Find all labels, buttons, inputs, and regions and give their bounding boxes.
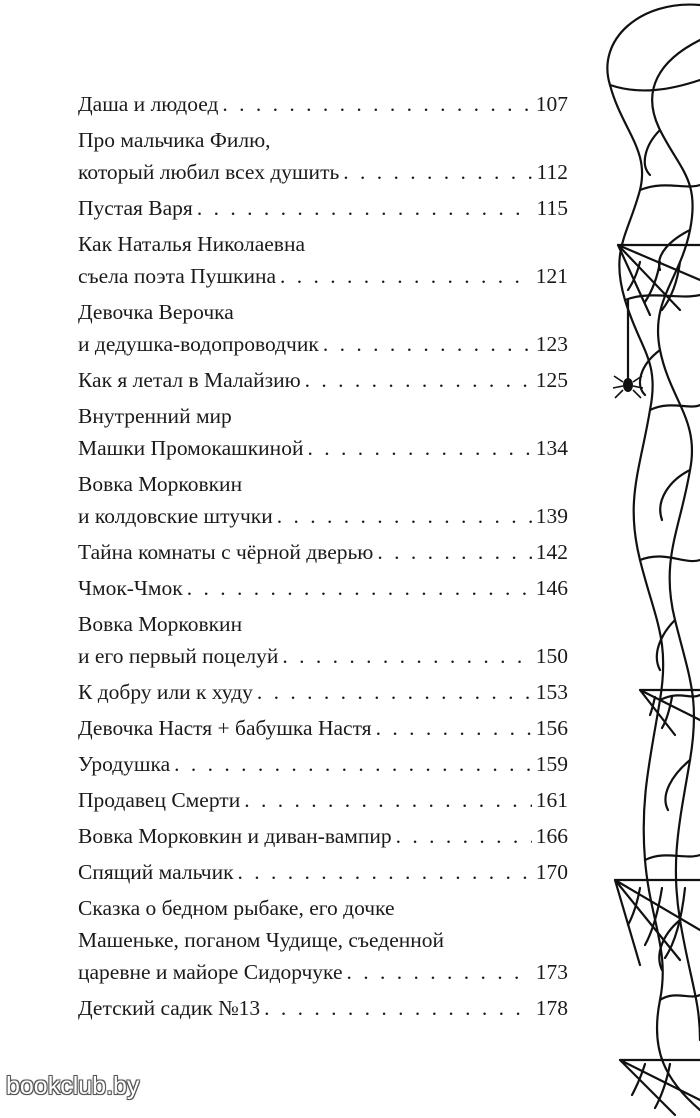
toc-entry-title: Вовка Морковкин и диван-вампир: [78, 824, 392, 848]
toc-line: [78, 328, 568, 360]
toc-entry-title: Как Наталья Николаевна: [78, 232, 305, 256]
toc-line: [78, 192, 568, 224]
toc-entry: [78, 892, 568, 988]
toc-leader-dots: [277, 500, 532, 532]
toc-entry-title: Девочка Верочка: [78, 300, 234, 324]
toc-entry: [78, 748, 568, 780]
toc-page-number: 123: [535, 332, 568, 356]
toc-entry-title: К добру или к худу: [78, 680, 253, 704]
toc-page-number: 139: [535, 504, 568, 528]
toc-leader-dots: [257, 676, 532, 708]
toc-entry-title: Внутренний мир: [78, 404, 232, 428]
toc-leader-dots: [305, 364, 532, 396]
toc-entry-title: Продавец Смерти: [78, 788, 241, 812]
toc-line: [78, 536, 568, 568]
toc-page-number: 156: [535, 716, 568, 740]
toc-leader-dots: [264, 992, 532, 1024]
toc-entry-title: съела поэта Пушкина: [78, 264, 277, 288]
toc-entry-title: Машеньке, поганом Чудище, съеденной: [78, 928, 445, 952]
watermark: bookclub.by: [6, 1072, 140, 1100]
toc-leader-dots: [244, 784, 532, 816]
toc-leader-dots: [187, 572, 532, 604]
toc-page-number: 142: [535, 540, 568, 564]
toc-entry-title: Спящий мальчик: [78, 860, 234, 884]
toc-line: [78, 296, 568, 328]
toc-line: [78, 156, 568, 188]
table-of-contents: [78, 88, 568, 1028]
toc-entry-title: Уродушка: [78, 752, 171, 776]
toc-line: [78, 856, 568, 888]
toc-entry: [78, 856, 568, 888]
toc-page-number: 153: [535, 680, 568, 704]
toc-line: [78, 748, 568, 780]
toc-page-number: 159: [535, 752, 568, 776]
toc-page-number: 112: [536, 160, 568, 184]
toc-line: [78, 260, 568, 292]
toc-line: [78, 432, 568, 464]
toc-entry: [78, 296, 568, 360]
toc-entry: [78, 608, 568, 672]
toc-line: [78, 892, 568, 924]
toc-entry-title: Чмок-Чмок: [78, 576, 183, 600]
toc-leader-dots: [222, 88, 531, 120]
toc-entry: [78, 192, 568, 224]
toc-line: [78, 400, 568, 432]
toc-page-number: 146: [535, 576, 568, 600]
toc-line: [78, 500, 568, 532]
toc-entry: [78, 364, 568, 396]
toc-page-number: 166: [535, 824, 568, 848]
toc-line: [78, 784, 568, 816]
toc-entry: [78, 536, 568, 568]
toc-line: [78, 468, 568, 500]
toc-line: [78, 992, 568, 1024]
toc-leader-dots: [197, 192, 533, 224]
toc-entry: [78, 712, 568, 744]
toc-leader-dots: [347, 956, 532, 988]
toc-page-number: 134: [535, 436, 568, 460]
toc-entry: [78, 676, 568, 708]
toc-entry-title: Девочка Настя + бабушка Настя: [78, 716, 372, 740]
toc-entry-title: Машки Промокашкиной: [78, 436, 304, 460]
toc-line: [78, 228, 568, 260]
toc-leader-dots: [376, 712, 532, 744]
toc-line: [78, 572, 568, 604]
toc-entry: [78, 124, 568, 188]
toc-entry-title: Вовка Морковкин: [78, 612, 243, 636]
toc-page-number: 121: [535, 264, 568, 288]
toc-leader-dots: [174, 748, 532, 780]
toc-entry-title: и колдовские штучки: [78, 504, 273, 528]
toc-entry-title: Как я летал в Малайзию: [78, 368, 301, 392]
toc-leader-dots: [377, 536, 531, 568]
toc-page-number: 107: [535, 92, 568, 116]
toc-entry: [78, 820, 568, 852]
toc-line: [78, 924, 568, 956]
toc-page-number: 161: [535, 788, 568, 812]
toc-line: [78, 956, 568, 988]
toc-page-number: 178: [535, 996, 568, 1020]
toc-entry-title: Вовка Морковкин: [78, 472, 243, 496]
toc-entry-title: Сказка о бедном рыбаке, его дочке: [78, 896, 395, 920]
toc-entry-title: Про мальчика Филю,: [78, 128, 271, 152]
toc-leader-dots: [343, 156, 532, 188]
toc-entry: [78, 992, 568, 1024]
toc-leader-dots: [238, 856, 532, 888]
toc-line: [78, 608, 568, 640]
toc-line: [78, 820, 568, 852]
toc-entry: [78, 88, 568, 120]
toc-entry-title: который любил всех душить: [78, 160, 340, 184]
toc-entry: [78, 784, 568, 816]
toc-line: [78, 712, 568, 744]
toc-leader-dots: [396, 820, 532, 852]
toc-line: [78, 364, 568, 396]
toc-line: [78, 640, 568, 672]
toc-entry-title: и дедушка-водопроводчик: [78, 332, 319, 356]
toc-entry: [78, 228, 568, 292]
toc-entry-title: царевне и майоре Сидорчуке: [78, 960, 343, 984]
toc-entry: [78, 400, 568, 464]
toc-entry-title: Детский садик №13: [78, 996, 261, 1020]
toc-page-number: 150: [535, 644, 568, 668]
toc-page-number: 170: [535, 860, 568, 884]
toc-entry-title: и его первый поцелуй: [78, 644, 279, 668]
toc-entry: [78, 572, 568, 604]
toc-page-number: 173: [535, 960, 568, 984]
toc-line: [78, 124, 568, 156]
toc-entry-title: Тайна комнаты с чёрной дверью: [78, 540, 374, 564]
toc-line: [78, 676, 568, 708]
toc-entry-title: Даша и людоед: [78, 92, 219, 116]
toc-leader-dots: [323, 328, 532, 360]
toc-entry-title: Пустая Варя: [78, 196, 193, 220]
toc-leader-dots: [282, 640, 531, 672]
toc-leader-dots: [307, 432, 531, 464]
toc-page-number: 125: [535, 368, 568, 392]
toc-line: [78, 88, 568, 120]
toc-leader-dots: [280, 260, 532, 292]
toc-page-number: 115: [536, 196, 568, 220]
toc-entry: [78, 468, 568, 532]
